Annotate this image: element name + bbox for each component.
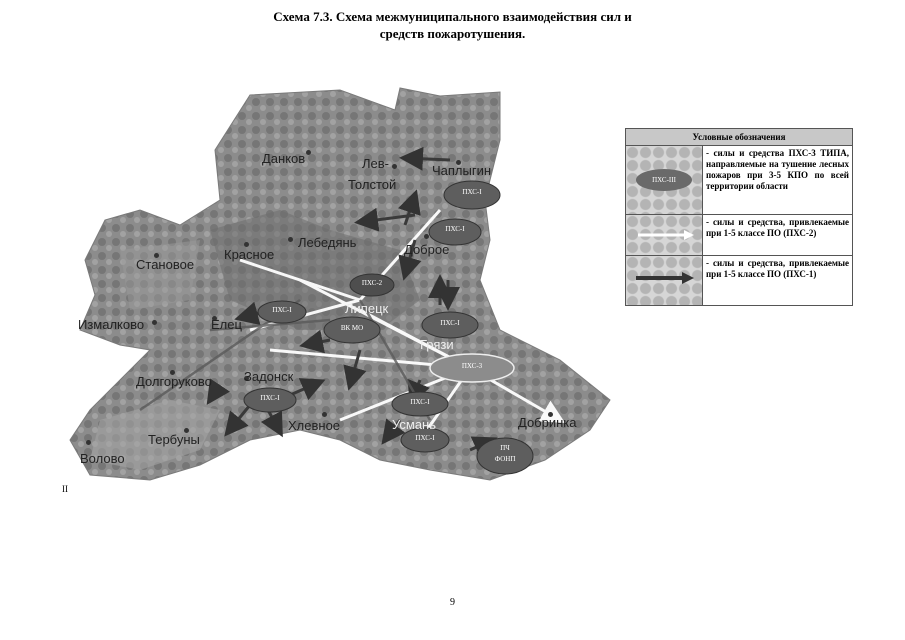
legend-symbol-pxs2	[626, 215, 703, 255]
legend-text-pxs3: - силы и средства ПХС-3 ТИПА, направляемые на тушение лесных пожаров при 3-5 КПО по всей территории области	[706, 148, 849, 191]
title-line-2: средств пожаротушения.	[379, 26, 526, 41]
oval-label-chaplygin: ПХС-I	[462, 188, 482, 196]
place-krasnoe: Красное	[224, 247, 275, 262]
oval-label-dobroe: ПХС-I	[445, 225, 465, 233]
oval-label-usman-2: ПХС-I	[415, 434, 435, 442]
legend-oval-icon: ПХС-III	[636, 169, 692, 191]
place-elets: Елец	[211, 317, 242, 332]
legend-heading: Условные обозначения	[626, 129, 852, 146]
oval-label-gryazi: ПХС-I	[440, 319, 460, 327]
dark-arrow-icon	[626, 256, 702, 305]
legend-row-pxs2	[626, 215, 852, 256]
place-usman: Усмань	[392, 417, 437, 432]
white-arrow-icon	[626, 215, 702, 255]
place-chaplygin: Чаплыгин	[432, 163, 492, 178]
legend-symbol-pxs1	[626, 256, 703, 305]
legend-row-pxs1	[626, 256, 852, 305]
oval-label-usman-1: ПХС-I	[410, 398, 430, 406]
place-lev-tolstoy-2: Толстой	[348, 177, 397, 192]
legend-box	[625, 128, 853, 306]
page-number: 9	[450, 597, 455, 608]
place-dolgorukovo: Долгоруково	[136, 374, 212, 389]
oval-label-dobrinka-2: ФОНП	[494, 455, 516, 463]
oval-label-zadonsk: ПХС-I	[260, 394, 280, 402]
place-lipetsk: Липецк	[345, 301, 389, 316]
legend-text-pxs1: - силы и средства, привлекаемые при 1-5 классе ПО (ПХС-1)	[706, 258, 849, 279]
footnote-mark: II	[62, 484, 68, 494]
place-zadonsk: Задонск	[244, 369, 294, 384]
oval-label-dobrinka-1: ПЧ	[500, 444, 510, 452]
legend-text-pxs2: - силы и средства, привлекаемые при 1-5 классе ПО (ПХС-2)	[706, 217, 849, 238]
oval-label-elets: ПХС-I	[272, 306, 292, 314]
title-line-1: Схема 7.3. Схема межмуниципального взаимодействия сил и	[273, 9, 632, 24]
place-stanovoe: Становое	[136, 257, 195, 272]
place-terbuny: Тербуны	[148, 432, 200, 447]
legend-row-pxs3	[626, 146, 852, 215]
place-lev-tolstoy-1: Лев-	[362, 156, 389, 171]
oval-label-center-pxs3: ПХС-3	[461, 362, 483, 370]
place-gryazi: Грязи	[420, 337, 454, 352]
oval-label-lipetsk-pxs2: ПХС-2	[361, 279, 383, 287]
place-izmalkovo: Измалково	[78, 317, 145, 332]
place-dobroe: Доброе	[404, 242, 450, 257]
oval-label-lipetsk-vk: ВК МО	[340, 324, 364, 332]
place-lebedyan: Лебедянь	[298, 235, 357, 250]
place-dobrinka: Добринка	[518, 415, 577, 430]
place-khlevnoe: Хлевное	[288, 418, 341, 433]
place-volovo: Волово	[80, 451, 125, 466]
place-dankov: Данков	[262, 151, 306, 166]
legend-symbol-pxs3	[626, 146, 703, 214]
